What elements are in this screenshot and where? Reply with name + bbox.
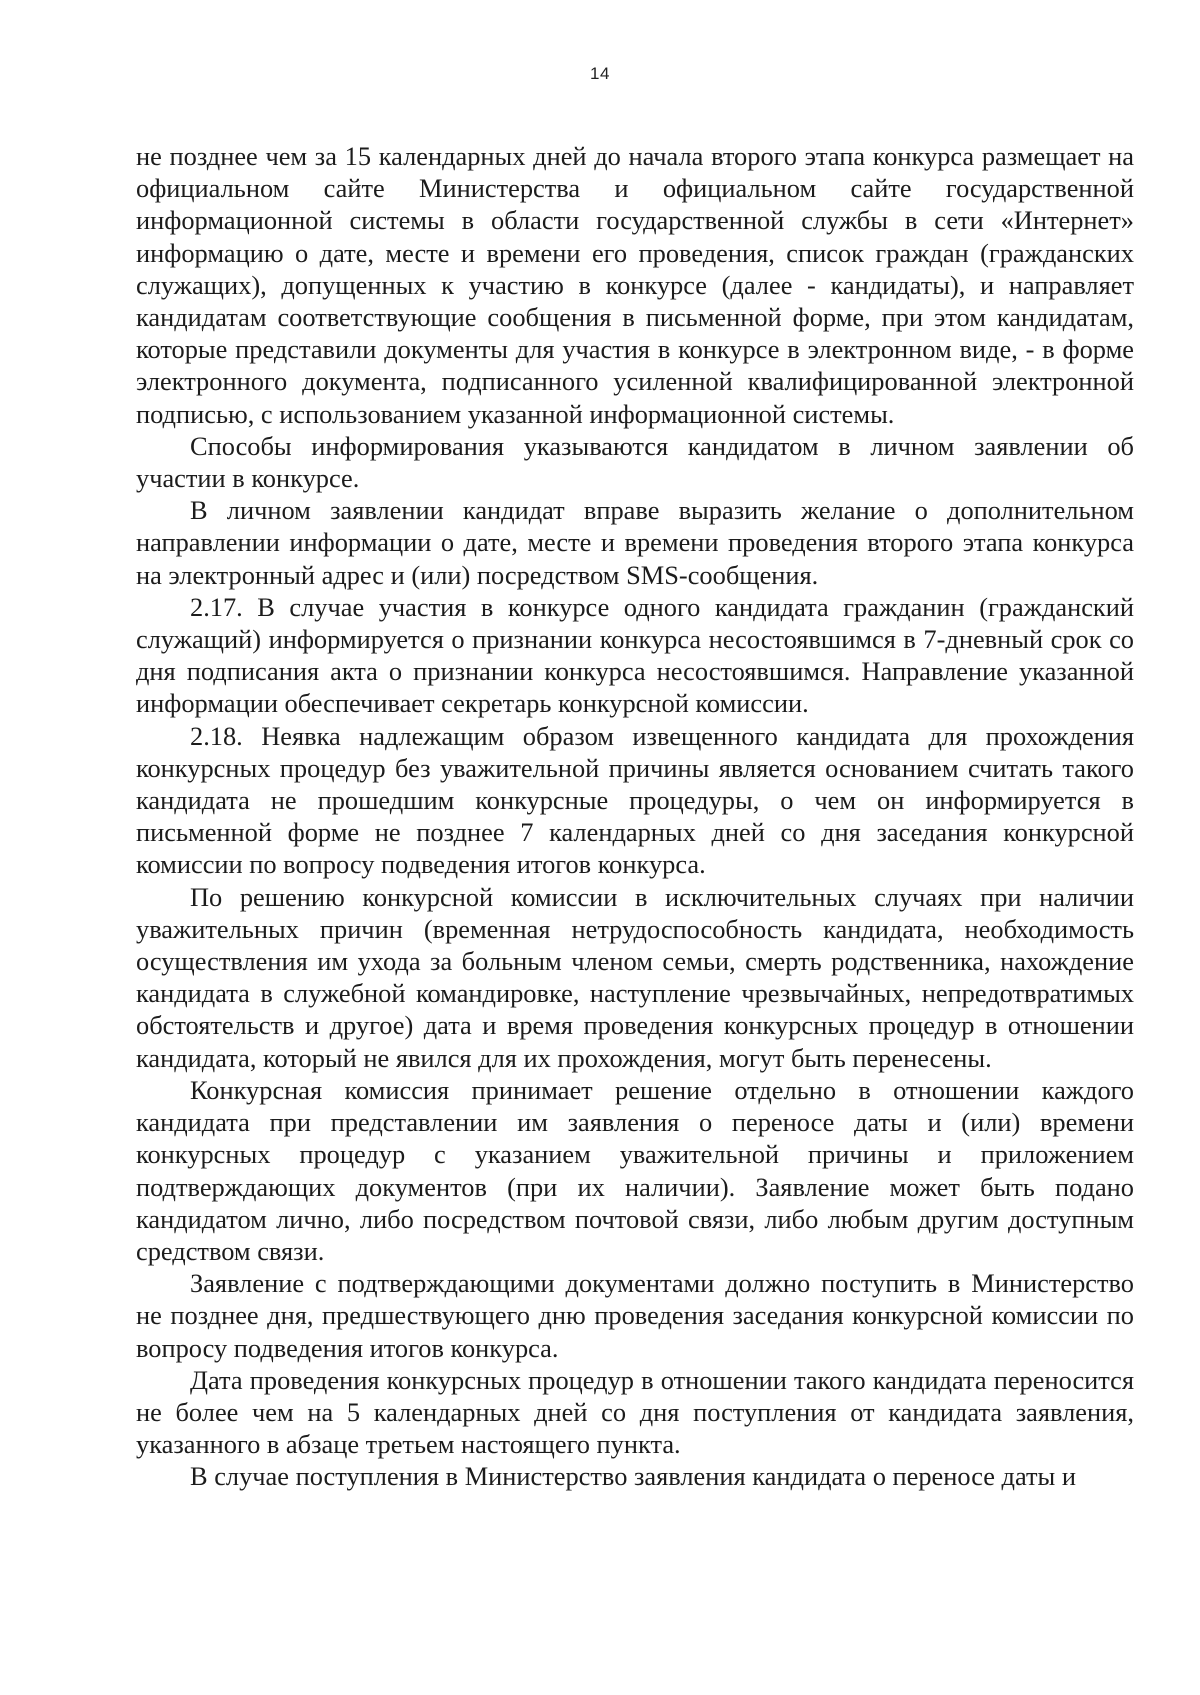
document-body [136,140,1134,1493]
paragraph-clause-2-17: 2.17. В случае участия в конкурсе одного кандидата гражданин (гражданский служащий) информируется о признании конкурса несостоявшимся в 7-дневный срок со дня подписания акта о признании конкурса несостоявшимся. Направление указанной информации обеспечивает секретарь конкурсной комиссии. [136,591,1134,719]
page-number: 14 [590,64,610,83]
paragraph-8: Заявление с подтверждающими документами должно поступить в Министерство не позднее дня, предшествующего дню проведения заседания конкурсной комиссии по вопросу подведения итогов конкурса. [136,1268,1134,1363]
paragraph-7: Конкурсная комиссия принимает решение отдельно в отношении каждого кандидата при представлении им заявления о переносе даты и (или) времени конкурсных процедур с указанием уважительной причины и приложением подтверждающих документов (при их наличии). Заявление может быть подано кандидатом лично, либо посредством почтовой связи, либо любым другим доступным средством связи. [136,1074,1134,1266]
paragraph-clause-2-18: 2.18. Неявка надлежащим образом извещенного кандидата для прохождения конкурсных процедур без уважительной причины является основанием считать такого кандидата не прошедшим конкурсные процедуры, о чем он информируется в письменной форме не позднее 7 календарных дней со дня заседания конкурсной комиссии по вопросу подведения итогов конкурса. [136,720,1134,880]
paragraph-6: По решению конкурсной комиссии в исключительных случаях при наличии уважительных причин (временная нетрудоспособность кандидата, необходимость осуществления им ухода за больным членом семьи, смерть родственника, нахождение кандидата в служебной командировке, наступление чрезвычайных, непредотвратимых обстоятельств и другое) дата и время проведения конкурсных процедур в отношении кандидата, который не явился для их прохождения, могут быть перенесены. [136,881,1134,1073]
paragraph-2: Способы информирования указываются кандидатом в личном заявлении об участии в конкурсе. [136,430,1134,494]
paragraph-1: не позднее чем за 15 календарных дней до начала второго этапа конкурса размещает на официальном сайте Министерства и официальном сайте государственной информационной системы в области государственной службы в сети «Интернет» информацию о дате, месте и времени его проведения, список граждан (гражданских служащих), допущенных к участию в конкурсе (далее - кандидаты), и направляет кандидатам соответствующие сообщения в письменной форме, при этом кандидатам, которые представили документы для участия в конкурсе в электронном виде, - в форме электронного документа, подписанного усиленной квалифицированной электронной подписью, с использованием указанной информационной системы. [136,141,1134,429]
paragraph-10: В случае поступления в Министерство заявления кандидата о переносе даты и [190,1461,1076,1492]
paragraph-3: В личном заявлении кандидат вправе выразить желание о дополнительном направлении информации о дате, месте и времени проведения второго этапа конкурса на электронный адрес и (или) посредством SMS-сообщения. [136,495,1134,590]
paragraph-9: Дата проведения конкурсных процедур в отношении такого кандидата переносится не более чем на 5 календарных дней со дня поступления от кандидата заявления, указанного в абзаце третьем настоящего пункта. [136,1364,1134,1460]
